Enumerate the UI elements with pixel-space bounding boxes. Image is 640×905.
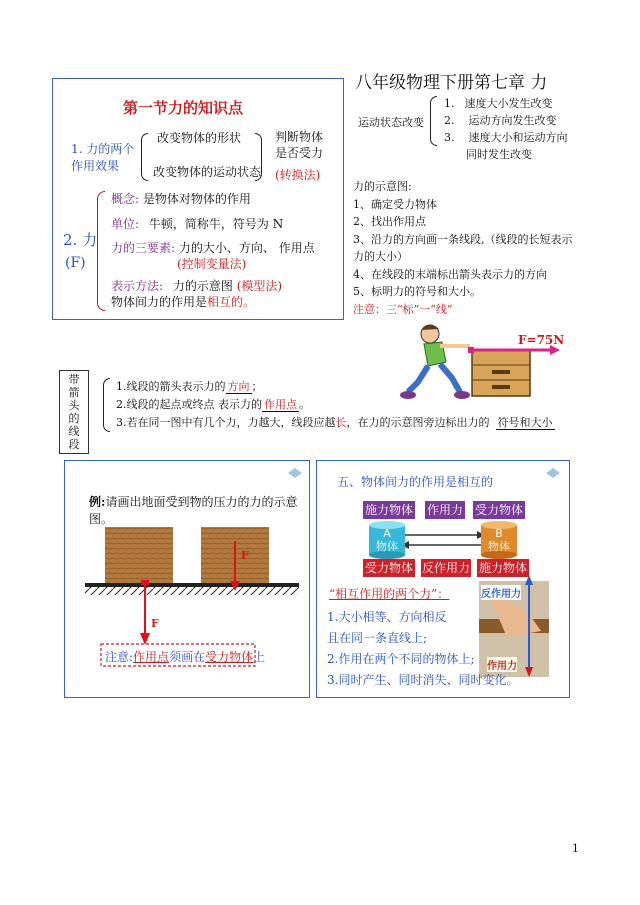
arrow-line-1 bbox=[116, 378, 555, 396]
page-number: 1 bbox=[572, 842, 579, 855]
apply-b-tag: 施力物体 bbox=[478, 561, 527, 575]
side-char-3: 头 bbox=[68, 399, 80, 412]
obj-a-word: 物体 bbox=[376, 540, 398, 553]
line2-post: 。 bbox=[299, 398, 310, 411]
mutual-red: 相互的。 bbox=[207, 295, 256, 309]
elements-text: 力的大小、方向、 作用点 bbox=[178, 241, 315, 255]
judge-method: (转换法) bbox=[275, 168, 321, 182]
note-mid: 须画在 bbox=[169, 650, 206, 664]
pair-points bbox=[327, 607, 518, 691]
step-5: 5、标明力的符号和大小。 bbox=[353, 285, 481, 298]
pair-title: “相互作用的两个力”： bbox=[329, 587, 450, 601]
motion-item-1 bbox=[444, 95, 568, 112]
force-label: 2. 力 bbox=[63, 231, 98, 249]
pair-point-1b: 且在同一条直线上; bbox=[327, 631, 428, 645]
img-react-label: 反作用力 bbox=[481, 585, 521, 600]
line1-post: ； bbox=[251, 380, 263, 393]
mutual-title: 五、物体间力的作用是相互的 bbox=[337, 475, 494, 489]
example-title-bold: 例: bbox=[89, 495, 106, 509]
motion-item-3 bbox=[444, 129, 568, 146]
motion-num-2: 2. bbox=[444, 114, 455, 127]
mutual-text: 物体间力的作用是 bbox=[111, 295, 208, 309]
unit-text: 牛顿，简称牛，符号为 N bbox=[148, 217, 284, 231]
effects-brace bbox=[141, 133, 148, 181]
step-1: 1、确定受力物体 bbox=[353, 197, 437, 211]
diagram-steps bbox=[353, 178, 573, 318]
act-force-tag: 作用力 bbox=[426, 503, 463, 517]
example-f-box: F bbox=[241, 549, 249, 562]
recv-a-tag: 受力物体 bbox=[364, 561, 413, 575]
line3-red: 长 bbox=[335, 416, 347, 429]
steps-note: 注意：三“标”一“线” bbox=[353, 302, 453, 316]
motion-brace bbox=[430, 96, 437, 146]
obj-b-letter: B bbox=[495, 527, 503, 540]
step-4: 4、在线段的末端标出箭头表示力的方向 bbox=[353, 267, 547, 281]
box1-title: 第一节力的知识点 bbox=[123, 99, 244, 117]
concept-row bbox=[111, 190, 251, 207]
effects-label-line1: 1. 力的两个 bbox=[71, 142, 135, 156]
concept-label: 概念: bbox=[111, 192, 140, 206]
motion-item-2 bbox=[444, 112, 568, 129]
line3-mid: ，在力的示意图旁边标出力的 bbox=[346, 416, 490, 429]
repr-text: 力的示意图 bbox=[172, 279, 233, 293]
steps-heading: 力的示意图: bbox=[353, 180, 412, 193]
effects-label-line2: 作用效果 bbox=[71, 159, 120, 173]
mutual-row bbox=[111, 293, 255, 310]
line3-ul: 符号和大小 bbox=[497, 416, 553, 429]
force-brace bbox=[97, 191, 105, 311]
side-char-4: 的 bbox=[68, 412, 80, 425]
example-f-ground: F bbox=[151, 617, 159, 630]
effect-motion: 改变物体的运动状态 bbox=[153, 165, 262, 179]
effects-label bbox=[71, 141, 134, 175]
note-red2: 受力物体 bbox=[205, 650, 254, 664]
pair-point-2: 2.作用在两个不同的物体上; bbox=[327, 652, 475, 666]
motion-text-1: 速度大小发生改变 bbox=[464, 97, 553, 110]
judge-line2: 是否受力 bbox=[275, 146, 324, 160]
elements-row bbox=[111, 239, 315, 256]
side-char-6: 段 bbox=[68, 438, 80, 451]
page-title: 八年级物理下册第七章 力 bbox=[355, 73, 548, 93]
arrow-segment-lines bbox=[116, 378, 555, 432]
arrow-line-3 bbox=[116, 414, 555, 432]
effect-shape: 改变物体的形状 bbox=[157, 131, 242, 145]
pair-point-1: 1.大小相等、方向相反 bbox=[327, 610, 447, 624]
line1-red: 方向 bbox=[227, 380, 250, 393]
example-title-rest: 请画出地面受到物的压力的力的示意图。 bbox=[89, 495, 298, 526]
step-2: 2、找出作用点 bbox=[353, 215, 426, 228]
note-pre: 注意: bbox=[105, 650, 134, 664]
motion-num-1: 1. bbox=[444, 97, 455, 110]
elements-method: (控制变量法) bbox=[177, 257, 247, 271]
repr-row bbox=[111, 277, 282, 294]
knowledge-box bbox=[52, 78, 344, 320]
line2-red: 作用点 bbox=[264, 398, 297, 411]
side-char-5: 线 bbox=[68, 425, 80, 438]
example-box bbox=[64, 460, 310, 698]
example-note bbox=[105, 648, 265, 665]
obj-b-word: 物体 bbox=[488, 540, 510, 553]
img-act-label: 作用力 bbox=[487, 657, 517, 672]
step-3: 3、沿力的方向画一条线段,（线段的长短表示 bbox=[353, 232, 573, 246]
react-force-tag: 反作用力 bbox=[421, 561, 470, 575]
arrow-line-2 bbox=[116, 396, 555, 414]
concept-text: 是物体对物体的作用 bbox=[142, 192, 251, 206]
line2-pre: 2.线段的起点或终点 表示力的 bbox=[116, 398, 262, 411]
arrow-segment-brace bbox=[103, 378, 110, 432]
elements-label: 力的三要素: bbox=[111, 241, 176, 255]
unit-row bbox=[111, 215, 283, 232]
motion-state-label: 运动状态改变 bbox=[358, 116, 424, 129]
repr-label: 表示方法: bbox=[111, 279, 164, 293]
recv-b-tag: 受力物体 bbox=[474, 503, 523, 517]
arrow-segment-side-label bbox=[68, 373, 80, 451]
note-red1: 作用点 bbox=[133, 650, 170, 664]
motion-items bbox=[444, 95, 568, 163]
motion-item-3-cont: 同时发生改变 bbox=[466, 148, 532, 161]
step-3-cont: 力的大小） bbox=[353, 250, 408, 263]
illustration-force-label: F=75N bbox=[518, 333, 565, 347]
mutual-force-box bbox=[316, 460, 570, 698]
side-char-2: 箭 bbox=[68, 386, 80, 399]
apply-a-tag: 施力物体 bbox=[364, 503, 413, 517]
pair-point-3: 3.同时产生、同时消失、同时变化。 bbox=[327, 673, 519, 687]
side-char-1: 带 bbox=[68, 373, 80, 386]
motion-text-2: 运动方向发生改变 bbox=[468, 114, 557, 127]
judge-line1: 判断物体 bbox=[275, 130, 324, 144]
line3-pre: 3.若在同一图中有几个力，力越大，线段应越 bbox=[116, 416, 336, 429]
unit-label: 单位: bbox=[111, 217, 140, 231]
note-post: 上 bbox=[253, 650, 266, 664]
force-symbol: (F) bbox=[65, 255, 86, 271]
judge-text bbox=[275, 129, 323, 161]
obj-a-letter: A bbox=[383, 527, 391, 540]
line1-pre: 1.线段的箭头表示力的 bbox=[116, 380, 226, 393]
motion-text-3: 速度大小和运动方向 bbox=[468, 131, 568, 144]
repr-method: (模型法) bbox=[236, 279, 283, 293]
judge-brace bbox=[255, 133, 262, 181]
obj-a bbox=[369, 527, 405, 553]
obj-b bbox=[481, 527, 517, 553]
motion-num-3: 3. bbox=[444, 131, 455, 144]
